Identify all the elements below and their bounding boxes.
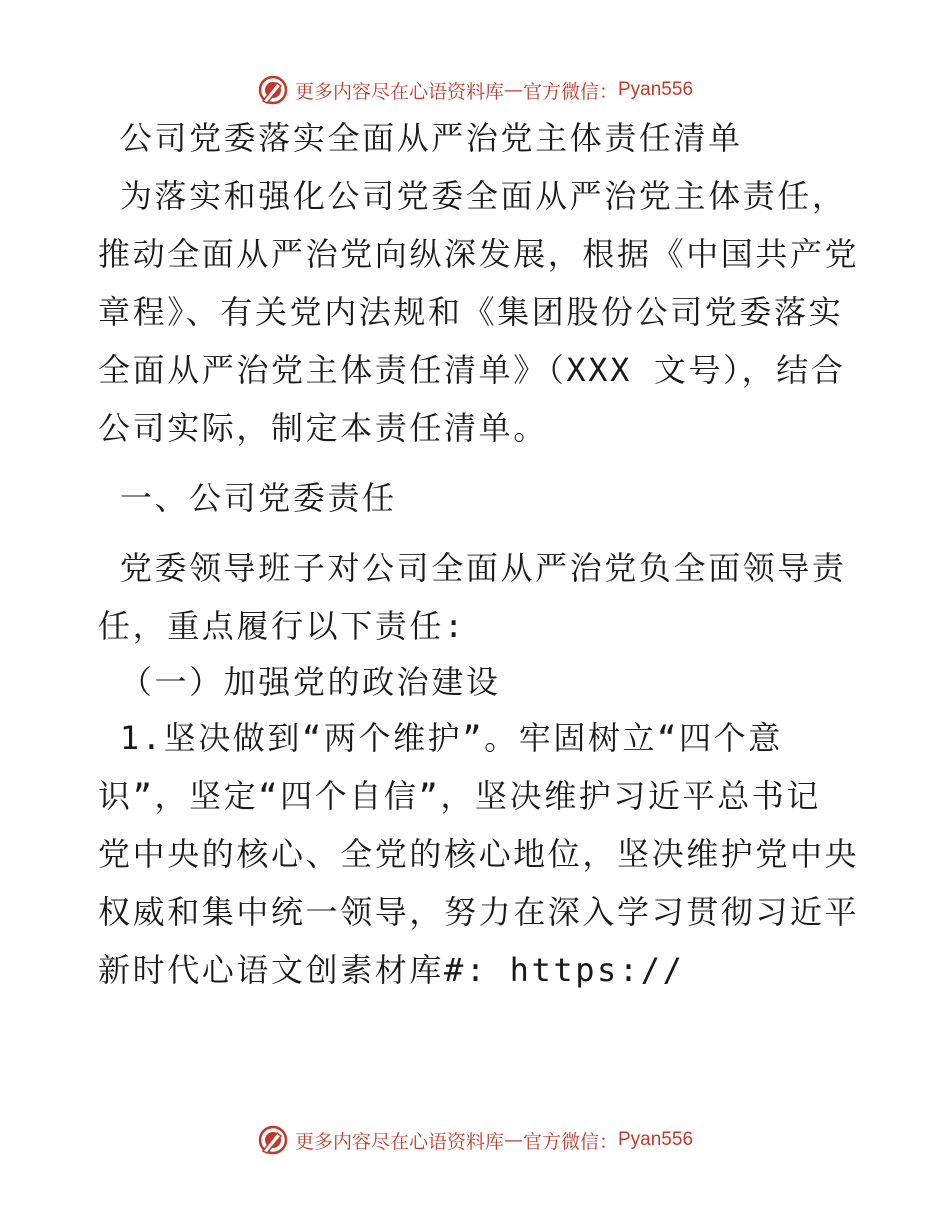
paragraph-line: 权威和集中统一领导，努力在深入学习贯彻习近平 bbox=[98, 893, 860, 931]
item-paragraph bbox=[98, 718, 860, 990]
banner-label: 官方微信： bbox=[522, 80, 618, 103]
banner-brand: 更多内容尽在心语资料库 bbox=[294, 1130, 504, 1153]
paragraph-line: 章程》、有关党内法规和《集团股份公司党委落实 bbox=[98, 293, 844, 331]
header-banner bbox=[0, 74, 950, 106]
banner-separator: — bbox=[503, 79, 523, 101]
banner-separator: — bbox=[503, 1129, 523, 1151]
intro-paragraph bbox=[98, 176, 860, 448]
footer-banner bbox=[0, 1124, 950, 1156]
document-title: 公司党委落实全面从严治党主体责任清单 bbox=[98, 119, 743, 157]
paragraph-line: 识”，坚定“四个自信”，坚决维护习近平总书记 bbox=[98, 777, 821, 815]
paragraph-line: 党委领导班子对公司全面从严治党负全面领导责 bbox=[98, 549, 847, 587]
paragraph-line: 公司实际，制定本责任清单。 bbox=[98, 409, 548, 447]
banner-label: 官方微信： bbox=[522, 1130, 618, 1153]
paragraph-line: 新时代心语文创素材库#: https:// bbox=[98, 951, 685, 989]
paragraph-line: 全面从严治党主体责任清单》（XXX 文号），结合 bbox=[98, 351, 846, 389]
section-paragraph bbox=[98, 548, 854, 646]
pen-logo-icon bbox=[257, 74, 289, 106]
subsection-heading: （一）加强党的政治建设 bbox=[98, 663, 501, 701]
paragraph-line: 任，重点履行以下责任: bbox=[98, 607, 466, 645]
paragraph-line: 推动全面从严治党向纵深发展，根据《中国共产党 bbox=[98, 235, 860, 273]
document-body bbox=[98, 118, 860, 990]
paragraph-line: 1.坚决做到“两个维护”。牢固树立“四个意 bbox=[98, 719, 783, 757]
banner-wechat-id: Pyan556 bbox=[618, 1129, 694, 1150]
pen-logo-icon bbox=[257, 1124, 289, 1156]
paragraph-line: 为落实和强化公司党委全面从严治党主体责任， bbox=[98, 177, 847, 215]
banner-wechat-id: Pyan556 bbox=[618, 79, 694, 100]
paragraph-line: 党中央的核心、全党的核心地位，坚决维护党中央 bbox=[98, 835, 860, 873]
banner-brand: 更多内容尽在心语资料库 bbox=[294, 80, 504, 103]
section-heading: 一、公司党委责任 bbox=[98, 479, 397, 517]
